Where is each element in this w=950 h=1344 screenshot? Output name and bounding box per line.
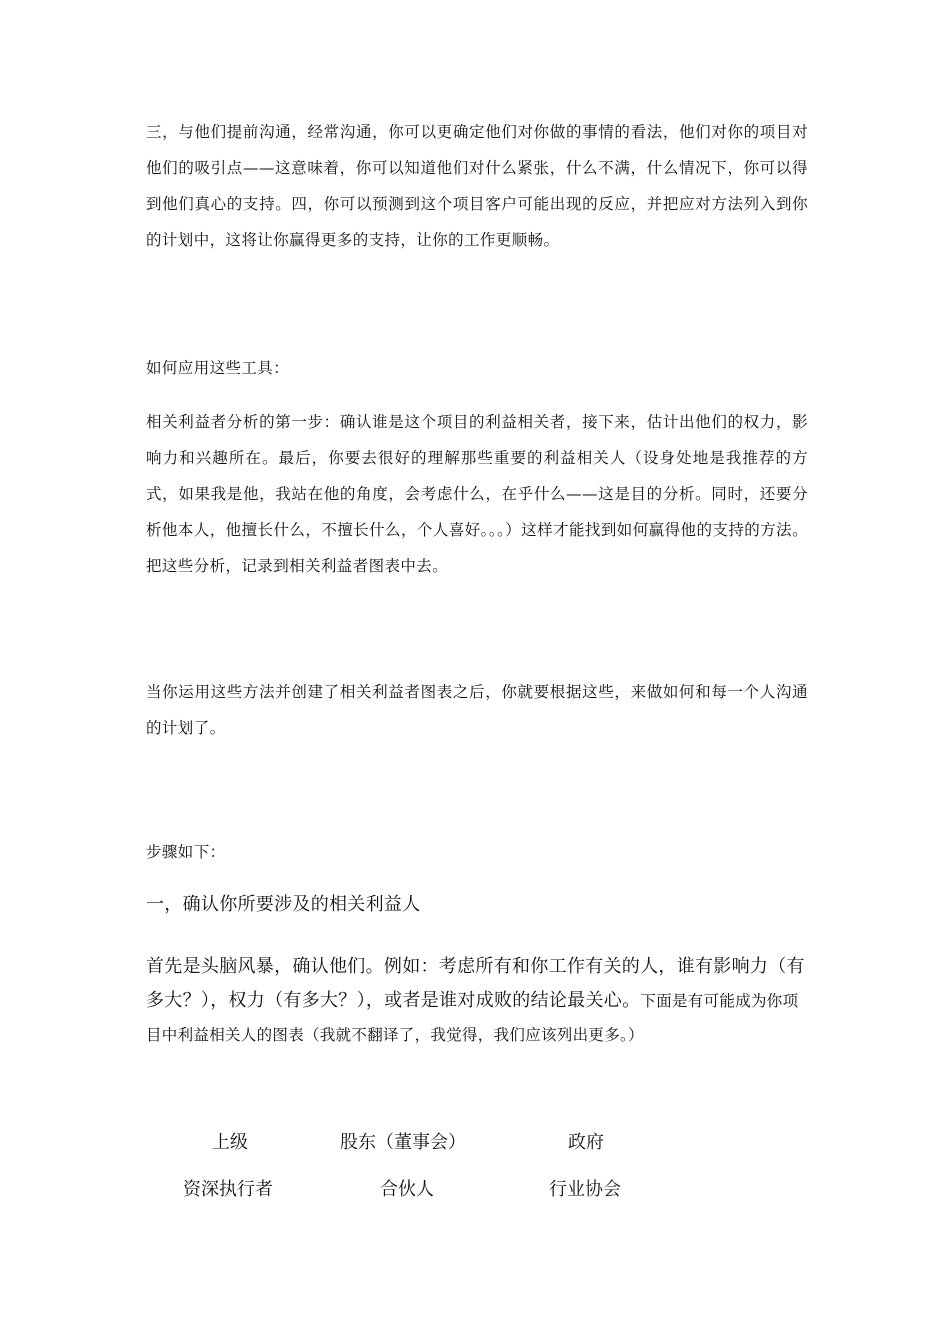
paragraph-stakeholder-analysis: 相关利益者分析的第一步：确认谁是这个项目的利益相关者，接下来，估计出他们的权力，影响力和兴趣所在。最后，你要去很好的理解那些重要的利益相关人（设身处地是我推荐的方式，如果我是他，我站在他的角度，会考虑什么，在乎什么——这是目的分析。同时，还要分析他本人，他擅长什么，不擅长什么，个人喜好。。。）这样才能找到如何赢得他的支持的方法。把这些分析，记录到相关利益者图表中去。 [146, 413, 808, 575]
brainstorm-tail-text: 下面是有可能成为你项目中利益相关人的图表（我就不翻译了，我觉得，我们应该列出更多。） [146, 992, 799, 1044]
step-one-title: 一，确认你所要涉及的相关利益人 [146, 894, 421, 915]
stakeholder-item: 合伙人 [380, 1179, 434, 1200]
stakeholder-item: 行业协会 [549, 1179, 621, 1200]
stakeholder-item: 上级 [212, 1132, 248, 1153]
heading-steps: 步骤如下： [146, 843, 226, 861]
heading-how-to-apply: 如何应用这些工具： [146, 359, 290, 377]
paragraph-communication: 三，与他们提前沟通，经常沟通，你可以更确定他们对你做的事情的看法，他们对你的项目对他们的吸引点——这意味着，你可以知道他们对什么紧张，什么不满，什么情况下，你可以得到他们真心的支持。四，你可以预测到这个项目客户可能出现的反应，并把应对方法列入到你的计划中，这将让你赢得更多的支持，让你的工作更顺畅。 [146, 123, 808, 249]
stakeholder-item: 政府 [568, 1132, 604, 1153]
stakeholder-item: 资深执行者 [183, 1179, 273, 1200]
brainstorm-main-text: 首先是头脑风暴，确认他们。例如：考虑所有和你工作有关的人，谁有影响力（有多大？），权力（有多大？），或者是谁对成败的结论最关心。 [146, 956, 805, 1011]
paragraph-communication-plan: 当你运用这些方法并创建了相关利益者图表之后，你就要根据这些，来做如何和每一个人沟通的计划了。 [146, 683, 808, 737]
paragraph-brainstorm [146, 950, 808, 1052]
stakeholder-item: 股东（董事会） [340, 1132, 466, 1153]
